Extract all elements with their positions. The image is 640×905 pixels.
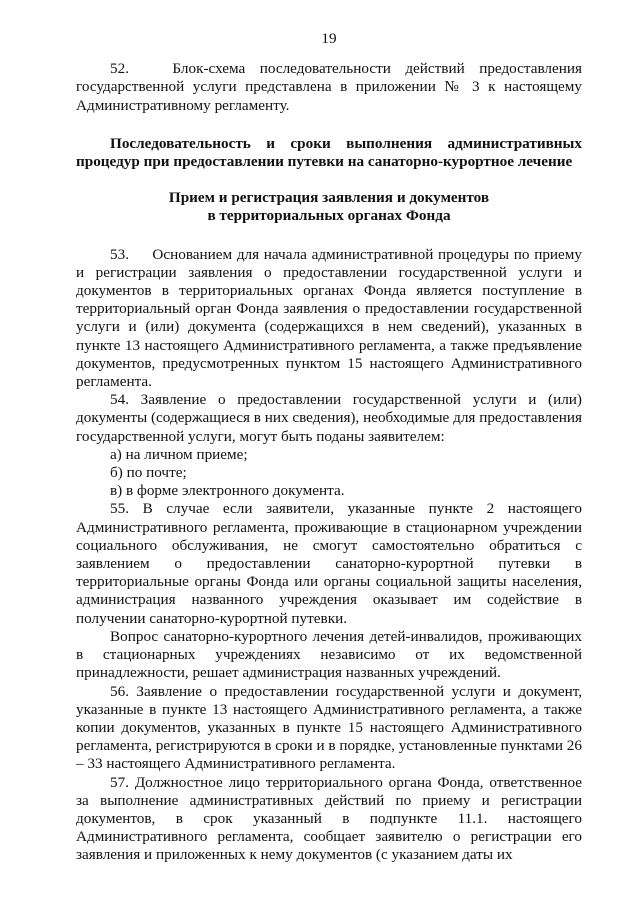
- paragraph-55-continued: Вопрос санаторно-курортного лечения детей-инвалидов, проживающих в стационарных учреждениях независимо от их ведомственной принадлежности, решает администрация названных учреждений.: [76, 627, 582, 682]
- paragraph-55: 55. В случае если заявители, указанные пункте 2 настоящего Административного регламента, проживающие в стационарном учреждении социального обслуживания, не смогут самостоятельно обратиться с заявлением о предоставлении санаторно-курортной путевки в территориальные органы Фонда или органы социальной защиты населения, администрация названного учреждения оказывает им содействие в получении санаторно-курортной путевки.: [76, 500, 582, 627]
- list-item-b: б) по почте;: [110, 464, 187, 482]
- paragraph-56: 56. Заявление о предоставлении государственной услуги и документ, указанные в пункте 13 настоящего Административного регламента, а также копии документов, указанных в пункте 15 настоящего Административного регламента, регистрируются в сроки и в порядке, установленные пунктами 26 – 33 настоящего Административного регламента.: [76, 682, 582, 773]
- document-page: [76, 30, 582, 865]
- paragraph-53: 53. Основанием для начала административной процедуры по приему и регистрации заявления о предоставлении государственной услуги и документов в территориальных органах Фонда является поступление в территориальный орган Фонда заявления о предоставлении государственной услуги и (или) документа (содержащихся в нем сведений), указанных в пункте 13 настоящего Административного регламента, а также предъявление документов, предусмотренных пунктом 15 настоящего Административного регламента.: [76, 245, 582, 391]
- subsection-heading-line-1: Прием и регистрация заявления и документов: [168, 189, 490, 207]
- list-item-a: а) на личном приеме;: [110, 445, 248, 463]
- paragraph-54: 54. Заявление о предоставлении государственной услуги и (или) документы (содержащиеся в них сведения), необходимые для предоставления государственной услуги, могут быть поданы заявителем:: [76, 391, 582, 445]
- page-number: 19: [321, 30, 337, 47]
- subsection-heading-line-2: в территориальных органах Фонда: [207, 207, 451, 225]
- list-item-c: в) в форме электронного документа.: [110, 482, 345, 500]
- paragraph-57: 57. Должностное лицо территориального органа Фонда, ответственное за выполнение административных действий по приему и регистрации документов, в срок указанный в подпункте 11.1. настоящего Административного регламента, сообщает заявителю о регистрации его заявления и приложенных к нему документов (с указанием даты их: [76, 773, 582, 864]
- section-heading: Последовательность и сроки выполнения административных процедур при предоставлении путевки на санаторно-курортное лечение: [76, 134, 582, 171]
- paragraph-52: 52. Блок-схема последовательности действий предоставления государственной услуги представлена в приложении № 3 к настоящему Административному регламенту.: [76, 60, 582, 114]
- subsection-heading: [76, 189, 582, 225]
